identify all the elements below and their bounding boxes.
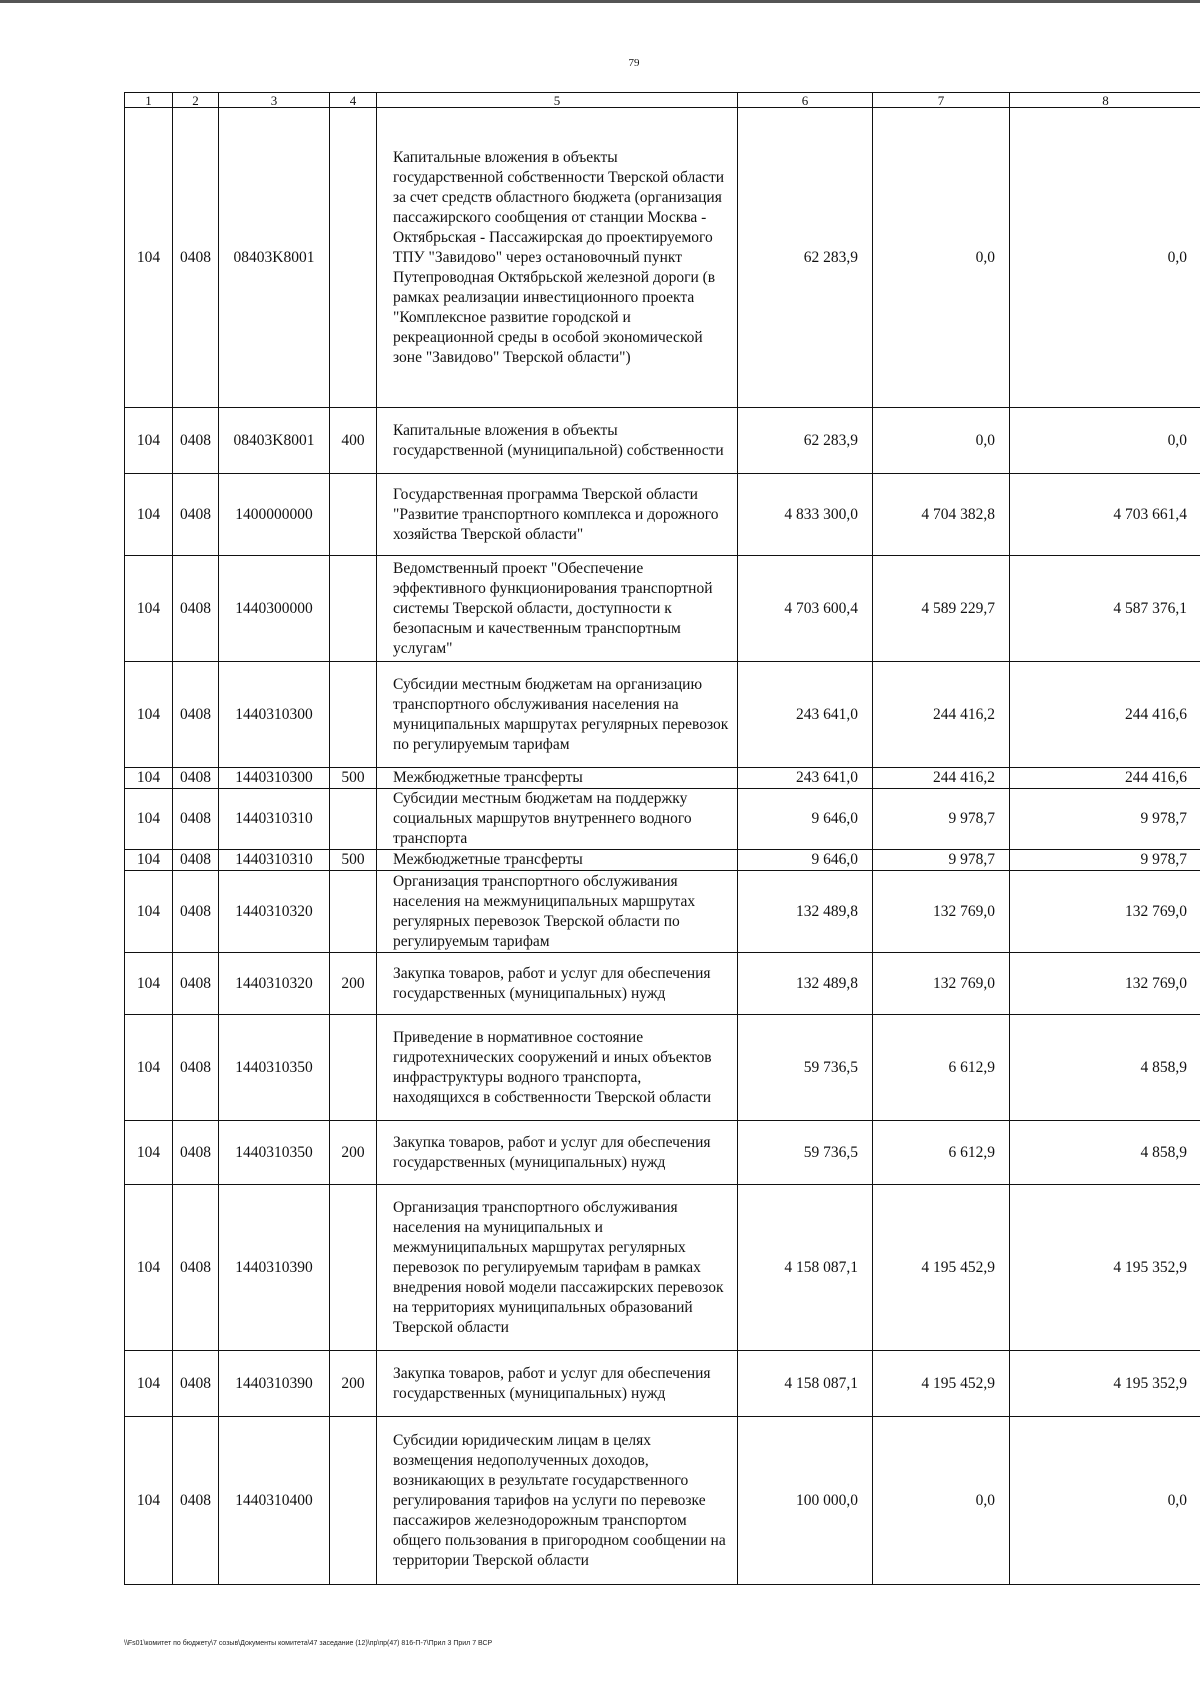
target-article-cell: 1440310310 — [219, 850, 330, 871]
description-cell: Межбюджетные трансферты — [377, 850, 738, 871]
amount-year1-cell: 243 641,0 — [738, 662, 873, 768]
expense-type-cell: 400 — [330, 408, 377, 474]
amount-year3-cell: 244 416,6 — [1010, 768, 1200, 789]
amount-year1-cell: 59 736,5 — [738, 1121, 873, 1185]
page-number: 79 — [628, 57, 640, 69]
page-top-edge — [0, 0, 1200, 3]
table-row — [125, 474, 1200, 556]
table-row — [125, 1351, 1200, 1417]
ministry-code-cell: 104 — [125, 408, 173, 474]
section-code-cell: 0408 — [173, 556, 219, 662]
section-code-cell: 0408 — [173, 408, 219, 474]
amount-year1-cell: 100 000,0 — [738, 1417, 873, 1585]
expense-type-cell: 200 — [330, 1121, 377, 1185]
section-code-cell: 0408 — [173, 953, 219, 1015]
description-cell: Субсидии местным бюджетам на организацию транспортного обслуживания населения на муниципальных маршрутах регулярных перевозок по регулируемым тарифам — [377, 662, 738, 768]
amount-year2-cell: 0,0 — [873, 408, 1010, 474]
table-row — [125, 871, 1200, 953]
amount-year2-cell: 244 416,2 — [873, 662, 1010, 768]
target-article-cell: 08403K8001 — [219, 108, 330, 408]
section-code-cell: 0408 — [173, 1417, 219, 1585]
amount-year2-cell: 9 978,7 — [873, 789, 1010, 850]
amount-year2-cell: 244 416,2 — [873, 768, 1010, 789]
amount-year3-cell: 132 769,0 — [1010, 871, 1200, 953]
amount-year3-cell: 4 703 661,4 — [1010, 474, 1200, 556]
file-path-footer: \\Fs01\комитет по бюджету\7 созыв\Документы комитета\47 заседание (12)\пр\пр(47) 816-П-7\Прил 3 Прил 7 ВСР — [124, 1640, 493, 1647]
table-row — [125, 1417, 1200, 1585]
section-code-cell: 0408 — [173, 1015, 219, 1121]
target-article-cell: 1440310320 — [219, 871, 330, 953]
amount-year3-cell: 9 978,7 — [1010, 850, 1200, 871]
target-article-cell: 1440310350 — [219, 1121, 330, 1185]
target-article-cell: 1440310350 — [219, 1015, 330, 1121]
description-cell: Субсидии юридическим лицам в целях возмещения недополученных доходов, возникающих в результате государственного регулирования тарифов на услуги по перевозке пассажиров железнодорожным транспортом общего пользования в пригородном сообщении на территории Тверской области — [377, 1417, 738, 1585]
amount-year1-cell: 243 641,0 — [738, 768, 873, 789]
amount-year3-cell: 9 978,7 — [1010, 789, 1200, 850]
ministry-code-cell: 104 — [125, 1351, 173, 1417]
table-row — [125, 1015, 1200, 1121]
amount-year1-cell: 132 489,8 — [738, 953, 873, 1015]
amount-year1-cell: 62 283,9 — [738, 108, 873, 408]
section-code-cell: 0408 — [173, 108, 219, 408]
description-cell: Приведение в нормативное состояние гидротехнических сооружений и иных объектов инфраструктуры водного транспорта, находящихся в собственности Тверской области — [377, 1015, 738, 1121]
description-cell: Ведомственный проект "Обеспечение эффективного функционирования транспортной системы Тверской области, доступности к безопасным и качественным транспортным услугам" — [377, 556, 738, 662]
ministry-code-cell: 104 — [125, 474, 173, 556]
expense-type-cell — [330, 789, 377, 850]
target-article-cell: 1440310300 — [219, 662, 330, 768]
section-code-cell: 0408 — [173, 1351, 219, 1417]
amount-year3-cell: 0,0 — [1010, 108, 1200, 408]
table-row — [125, 108, 1200, 408]
target-article-cell: 1440310390 — [219, 1185, 330, 1351]
expense-type-cell — [330, 474, 377, 556]
table-row — [125, 556, 1200, 662]
budget-table — [124, 92, 1200, 1585]
column-number: 5 — [377, 93, 738, 108]
description-cell: Организация транспортного обслуживания населения на межмуниципальных маршрутах регулярных перевозок Тверской области по регулируемым тарифам — [377, 871, 738, 953]
table-row — [125, 850, 1200, 871]
amount-year2-cell: 132 769,0 — [873, 953, 1010, 1015]
table-row — [125, 1185, 1200, 1351]
ministry-code-cell: 104 — [125, 108, 173, 408]
amount-year3-cell: 4 587 376,1 — [1010, 556, 1200, 662]
amount-year2-cell: 6 612,9 — [873, 1015, 1010, 1121]
expense-type-cell: 200 — [330, 1351, 377, 1417]
target-article-cell: 08403K8001 — [219, 408, 330, 474]
amount-year2-cell: 4 195 452,9 — [873, 1351, 1010, 1417]
section-code-cell: 0408 — [173, 474, 219, 556]
amount-year1-cell: 4 158 087,1 — [738, 1185, 873, 1351]
table-row — [125, 768, 1200, 789]
table-row — [125, 408, 1200, 474]
amount-year3-cell: 4 858,9 — [1010, 1121, 1200, 1185]
amount-year2-cell: 6 612,9 — [873, 1121, 1010, 1185]
column-number: 2 — [173, 93, 219, 108]
expense-type-cell — [330, 1417, 377, 1585]
target-article-cell: 1440300000 — [219, 556, 330, 662]
amount-year2-cell: 4 195 452,9 — [873, 1185, 1010, 1351]
ministry-code-cell: 104 — [125, 556, 173, 662]
amount-year1-cell: 4 703 600,4 — [738, 556, 873, 662]
expense-type-cell: 500 — [330, 850, 377, 871]
column-number: 1 — [125, 93, 173, 108]
ministry-code-cell: 104 — [125, 1417, 173, 1585]
amount-year3-cell: 0,0 — [1010, 408, 1200, 474]
amount-year3-cell: 4 195 352,9 — [1010, 1351, 1200, 1417]
amount-year3-cell: 4 858,9 — [1010, 1015, 1200, 1121]
target-article-cell: 1440310300 — [219, 768, 330, 789]
amount-year1-cell: 4 833 300,0 — [738, 474, 873, 556]
column-number: 6 — [738, 93, 873, 108]
description-cell: Государственная программа Тверской области "Развитие транспортного комплекса и дорожного хозяйства Тверской области" — [377, 474, 738, 556]
amount-year2-cell: 0,0 — [873, 1417, 1010, 1585]
target-article-cell: 1400000000 — [219, 474, 330, 556]
amount-year1-cell: 62 283,9 — [738, 408, 873, 474]
ministry-code-cell: 104 — [125, 1121, 173, 1185]
amount-year2-cell: 9 978,7 — [873, 850, 1010, 871]
column-number-row — [125, 93, 1200, 108]
amount-year3-cell: 4 195 352,9 — [1010, 1185, 1200, 1351]
column-number: 8 — [1010, 93, 1200, 108]
ministry-code-cell: 104 — [125, 850, 173, 871]
column-number: 7 — [873, 93, 1010, 108]
ministry-code-cell: 104 — [125, 1015, 173, 1121]
expense-type-cell — [330, 556, 377, 662]
amount-year1-cell: 9 646,0 — [738, 850, 873, 871]
amount-year2-cell: 0,0 — [873, 108, 1010, 408]
column-number: 4 — [330, 93, 377, 108]
section-code-cell: 0408 — [173, 871, 219, 953]
ministry-code-cell: 104 — [125, 871, 173, 953]
target-article-cell: 1440310390 — [219, 1351, 330, 1417]
budget-table-container — [124, 92, 1200, 1585]
amount-year2-cell: 132 769,0 — [873, 871, 1010, 953]
ministry-code-cell: 104 — [125, 768, 173, 789]
target-article-cell: 1440310320 — [219, 953, 330, 1015]
expense-type-cell — [330, 1015, 377, 1121]
amount-year3-cell: 132 769,0 — [1010, 953, 1200, 1015]
amount-year1-cell: 59 736,5 — [738, 1015, 873, 1121]
expense-type-cell — [330, 108, 377, 408]
column-number: 3 — [219, 93, 330, 108]
expense-type-cell — [330, 662, 377, 768]
target-article-cell: 1440310400 — [219, 1417, 330, 1585]
table-row — [125, 1121, 1200, 1185]
description-cell: Капитальные вложения в объекты государственной (муниципальной) собственности — [377, 408, 738, 474]
description-cell: Субсидии местным бюджетам на поддержку социальных маршрутов внутреннего водного транспорта — [377, 789, 738, 850]
description-cell: Капитальные вложения в объекты государственной собственности Тверской области за счет средств областного бюджета (организация пассажирского сообщения от станции Москва - Октябрьская - Пассажирская до проектируемого ТПУ "Завидово" через остановочный пункт Путепроводная Октябрьской железной дороги (в рамках реализации инвестиционного проекта "Комплексное развитие городской и рекреационной среды в особой экономической зоне "Завидово" Тверской области") — [377, 108, 738, 408]
amount-year1-cell: 9 646,0 — [738, 789, 873, 850]
amount-year3-cell: 244 416,6 — [1010, 662, 1200, 768]
section-code-cell: 0408 — [173, 850, 219, 871]
table-row — [125, 953, 1200, 1015]
ministry-code-cell: 104 — [125, 953, 173, 1015]
description-cell: Закупка товаров, работ и услуг для обеспечения государственных (муниципальных) нужд — [377, 953, 738, 1015]
expense-type-cell: 200 — [330, 953, 377, 1015]
section-code-cell: 0408 — [173, 1121, 219, 1185]
description-cell: Закупка товаров, работ и услуг для обеспечения государственных (муниципальных) нужд — [377, 1121, 738, 1185]
table-row — [125, 662, 1200, 768]
amount-year1-cell: 4 158 087,1 — [738, 1351, 873, 1417]
section-code-cell: 0408 — [173, 768, 219, 789]
section-code-cell: 0408 — [173, 662, 219, 768]
amount-year1-cell: 132 489,8 — [738, 871, 873, 953]
ministry-code-cell: 104 — [125, 1185, 173, 1351]
expense-type-cell — [330, 1185, 377, 1351]
amount-year2-cell: 4 704 382,8 — [873, 474, 1010, 556]
description-cell: Организация транспортного обслуживания населения на муниципальных и межмуниципальных маршрутах регулярных перевозок по регулируемым тарифам в рамках внедрения новой модели пассажирских перевозок на территориях муниципальных образований Тверской области — [377, 1185, 738, 1351]
amount-year3-cell: 0,0 — [1010, 1417, 1200, 1585]
ministry-code-cell: 104 — [125, 662, 173, 768]
description-cell: Закупка товаров, работ и услуг для обеспечения государственных (муниципальных) нужд — [377, 1351, 738, 1417]
description-cell: Межбюджетные трансферты — [377, 768, 738, 789]
table-row — [125, 789, 1200, 850]
section-code-cell: 0408 — [173, 1185, 219, 1351]
section-code-cell: 0408 — [173, 789, 219, 850]
expense-type-cell — [330, 871, 377, 953]
ministry-code-cell: 104 — [125, 789, 173, 850]
target-article-cell: 1440310310 — [219, 789, 330, 850]
expense-type-cell: 500 — [330, 768, 377, 789]
amount-year2-cell: 4 589 229,7 — [873, 556, 1010, 662]
